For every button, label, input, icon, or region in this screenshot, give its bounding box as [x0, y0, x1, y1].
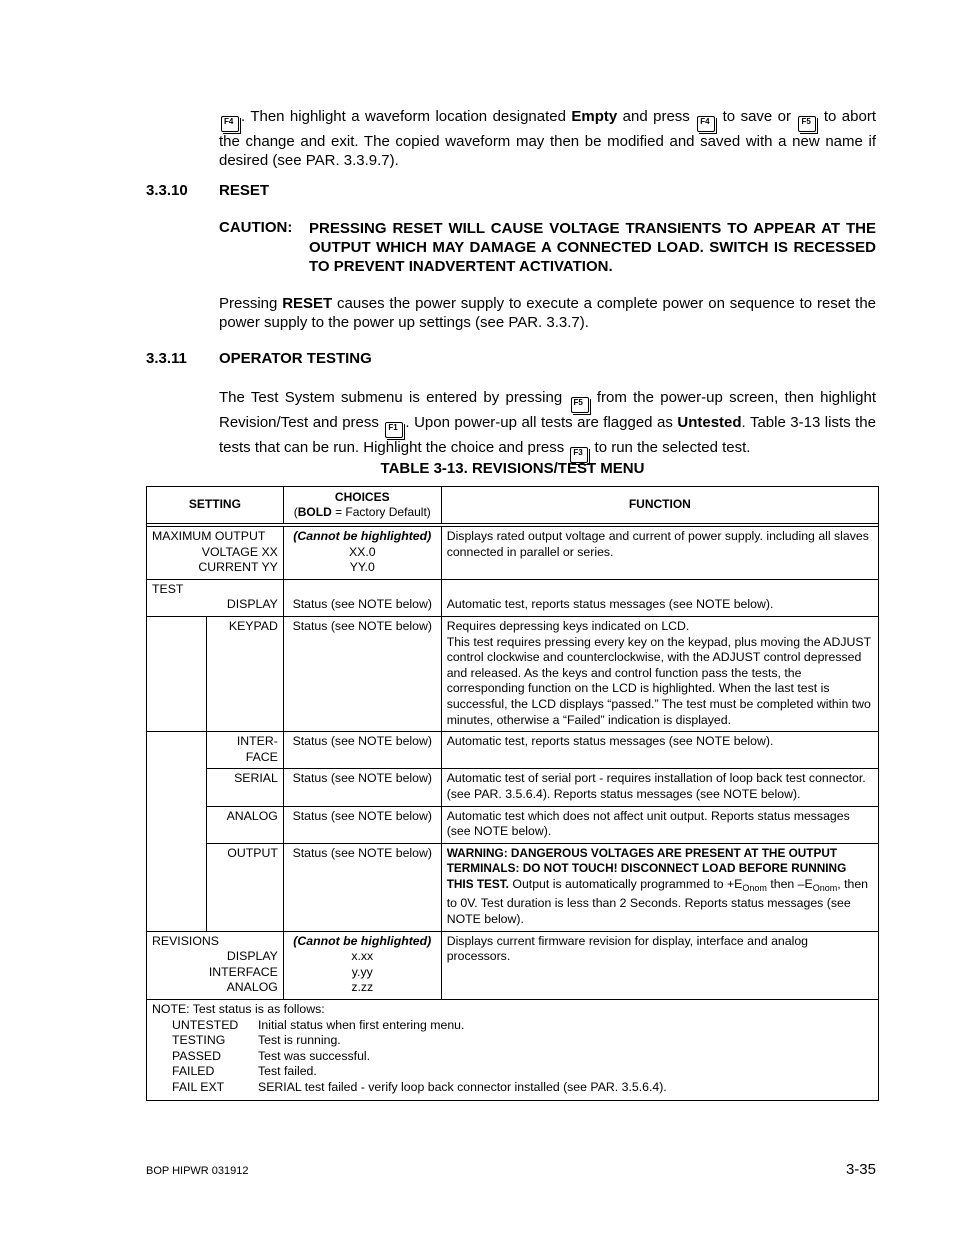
- caution-label: CAUTION:: [219, 219, 293, 236]
- header-choices-rest: = Factory Default): [331, 505, 431, 519]
- function-cell: Displays rated output voltage and current of power supply. including all slaves connected in parallel or series.: [441, 527, 878, 580]
- setting-cell: [147, 527, 284, 580]
- setting-label: INTER-: [236, 734, 278, 749]
- note-list: [152, 1018, 873, 1096]
- table-header-row: [147, 487, 879, 524]
- f4-key-icon: F4: [221, 116, 239, 132]
- note-status-desc: Test was successful.: [258, 1048, 371, 1063]
- intro-text: . Then highlight a waveform location designated: [241, 108, 572, 125]
- function-cell: Automatic test, reports status messages (see NOTE below).: [441, 579, 878, 616]
- choice-value: XX.0: [348, 544, 376, 559]
- f1-key-icon: F1: [385, 422, 403, 438]
- intro-paragraph: [219, 107, 876, 170]
- f3-key-icon: F3: [570, 447, 588, 463]
- header-choices: [283, 487, 441, 524]
- reset-paragraph: [219, 294, 876, 332]
- spacer-cell: [147, 843, 207, 931]
- setting-label: VOLTAGE XX: [201, 544, 278, 559]
- operator-text: . Table 3-13 lists the tests that can be run. Highlight the choice and press: [219, 414, 876, 456]
- note-status-key: TESTING: [172, 1033, 226, 1048]
- section-title: RESET: [219, 182, 270, 199]
- operator-untested: Untested: [677, 414, 742, 431]
- header-setting: SETTING: [147, 487, 284, 524]
- function-text: then –E: [766, 876, 813, 891]
- note-status-key: FAIL EXT: [172, 1080, 225, 1094]
- note-status-desc: SERIAL test failed - verify loop back connector installed (see PAR. 3.5.6.4).: [258, 1080, 667, 1094]
- intro-empty: Empty: [571, 108, 618, 125]
- choice-value: y.yy: [351, 964, 373, 979]
- choices-cell: Status (see NOTE below): [283, 769, 441, 806]
- setting-label: CURRENT YY: [198, 560, 278, 575]
- operator-text: The Test System submenu is entered by pressing: [219, 389, 569, 406]
- table-row: [147, 806, 879, 843]
- warning-text: WARNING: DANGEROUS VOLTAGES ARE PRESENT AT THE OUTPUT TERMINALS: DO NOT TOUCH! DISCONNECT LOAD BEFORE RUNNING THIS TEST.: [446, 845, 847, 891]
- operator-text: to run the selected test.: [590, 439, 751, 456]
- reset-text: causes the power supply to execute a complete power on sequence to reset the power supply to the power up settings (see PAR. 3.3.7).: [219, 295, 877, 331]
- choice-value: x.xx: [351, 949, 374, 964]
- note-title: NOTE: Test status is as follows:: [152, 1002, 325, 1017]
- function-cell: Automatic test which does not affect unit output. Reports status messages (see NOTE below).: [441, 806, 878, 843]
- setting-label: KEYPAD: [206, 616, 283, 731]
- setting-label: DISPLAY: [226, 949, 278, 964]
- setting-label: DISPLAY: [226, 597, 278, 612]
- note-status-desc: Test failed.: [258, 1064, 317, 1079]
- note-cell: [147, 1000, 879, 1101]
- header-function: FUNCTION: [441, 487, 878, 524]
- note-item: [152, 1033, 873, 1049]
- intro-text: to save or: [717, 108, 797, 125]
- setting-label: ANALOG: [206, 806, 283, 843]
- choices-cell: Status (see NOTE below): [283, 806, 441, 843]
- choices-cell: Status (see NOTE below): [283, 843, 441, 931]
- note-status-desc: Test is running.: [258, 1033, 341, 1048]
- function-text: then to 0V. Test duration is less than 2 Seconds. Reports status messages (see NOTE below).: [446, 876, 869, 927]
- section-title: OPERATOR TESTING: [219, 350, 372, 367]
- function-cell: Displays current firmware revision for display, interface and analog processors.: [441, 931, 878, 999]
- setting-label: MAXIMUM OUTPUT: [152, 529, 266, 543]
- choices-cell: [283, 931, 441, 999]
- note-status-desc: Initial status when first entering menu.: [258, 1017, 465, 1032]
- reset-bold: RESET: [282, 295, 333, 312]
- subscript: Onom: [742, 882, 767, 893]
- spacer-cell: [147, 732, 207, 769]
- setting-label: SERIAL: [206, 769, 283, 806]
- footer-doc-id: BOP HIPWR 031912: [146, 1165, 249, 1177]
- table-row: [147, 579, 879, 616]
- table-row: [147, 732, 879, 769]
- setting-cell: [206, 732, 283, 769]
- note-item: [152, 1080, 873, 1096]
- operator-paragraph: [219, 388, 876, 463]
- function-cell: [441, 616, 878, 731]
- operator-text: . Upon power-up all tests are flagged as: [405, 414, 678, 431]
- table-row: [147, 769, 879, 806]
- choices-cell: [283, 527, 441, 580]
- note-status-key: PASSED: [172, 1048, 221, 1063]
- function-cell: Automatic test, reports status messages (see NOTE below).: [441, 732, 878, 769]
- note-item: [152, 1049, 873, 1065]
- setting-label: TEST: [152, 581, 184, 596]
- function-text: Requires depressing keys indicated on LCD.: [446, 618, 690, 633]
- choices-cell: Status (see NOTE below): [283, 732, 441, 769]
- setting-cell: [147, 931, 284, 999]
- f4-key-icon: F4: [697, 116, 715, 132]
- setting-cell: [147, 579, 284, 616]
- note-row: [147, 1000, 879, 1101]
- intro-text: and press: [617, 108, 696, 125]
- choice-value: (Cannot be highlighted): [293, 529, 432, 543]
- revisions-test-table: [146, 486, 879, 1101]
- header-choices-label: CHOICES: [334, 490, 390, 504]
- setting-label: REVISIONS: [152, 933, 219, 948]
- section-number: 3.3.11: [146, 350, 187, 367]
- table-caption: TABLE 3-13. REVISIONS/TEST MENU: [380, 460, 645, 477]
- choice-value: (Cannot be highlighted): [293, 933, 432, 948]
- note-status-key: UNTESTED: [172, 1017, 239, 1032]
- header-choices-paren: (: [293, 505, 298, 519]
- spacer-cell: [147, 616, 207, 731]
- function-cell: [441, 843, 878, 931]
- table-row: [147, 931, 879, 999]
- section-number: 3.3.10: [146, 182, 188, 199]
- function-cell: Automatic test of serial port - requires installation of loop back test connector. (see PAR. 3.5.6.4). Reports status messages (see NOTE below).: [441, 769, 878, 806]
- setting-label: FACE: [245, 749, 278, 764]
- note-item: [152, 1018, 873, 1034]
- table-row: [147, 843, 879, 931]
- function-text: This test requires pressing every key on the keypad, plus moving the ADJUST control clockwise and counterclockwise, with the ADJUST control depressed and released. As the keys and control function pass the tests, the corresponding function on the LCD is highlighted. When the last test is successful, the LCD displays “passed.” The test must be completed within two minutes, otherwise a “Failed” indication is displayed.: [446, 634, 871, 727]
- subscript: Onom: [812, 882, 838, 893]
- f5-key-icon: F5: [571, 397, 589, 413]
- reset-text: Pressing: [219, 295, 283, 312]
- f5-key-icon: F5: [798, 116, 816, 132]
- page-number: 3-35: [845, 1161, 876, 1178]
- spacer-cell: [147, 769, 207, 806]
- note-item: [152, 1064, 873, 1080]
- table-row: [147, 616, 879, 731]
- setting-label: OUTPUT: [206, 843, 283, 931]
- choices-cell: Status (see NOTE below): [283, 579, 441, 616]
- operator-text: from the power-up screen, then highlight Revision/Test and press: [219, 389, 877, 431]
- function-text: ,: [837, 876, 841, 891]
- setting-label: INTERFACE: [208, 964, 278, 979]
- choices-cell: Status (see NOTE below): [283, 616, 441, 731]
- choice-value: YY.0: [349, 560, 375, 575]
- table-row: [147, 527, 879, 580]
- choice-value: z.zz: [351, 980, 374, 995]
- setting-label: ANALOG: [226, 980, 278, 995]
- header-choices-bold: BOLD: [297, 505, 332, 519]
- caution-text: PRESSING RESET WILL CAUSE VOLTAGE TRANSIENTS TO APPEAR AT THE OUTPUT WHICH MAY DAMAGE A CONNECTED LOAD. SWITCH IS RECESSED TO PREVENT INADVERTENT ACTIVATION.: [309, 220, 876, 275]
- note-status-key: FAILED: [172, 1064, 215, 1079]
- function-text: Output is automatically programmed to +E: [508, 876, 743, 891]
- intro-text: to abort the change and exit. The copied waveform may then be modified and saved with a new name if desired (see PAR. 3.3.9.7).: [219, 108, 876, 169]
- spacer-cell: [147, 806, 207, 843]
